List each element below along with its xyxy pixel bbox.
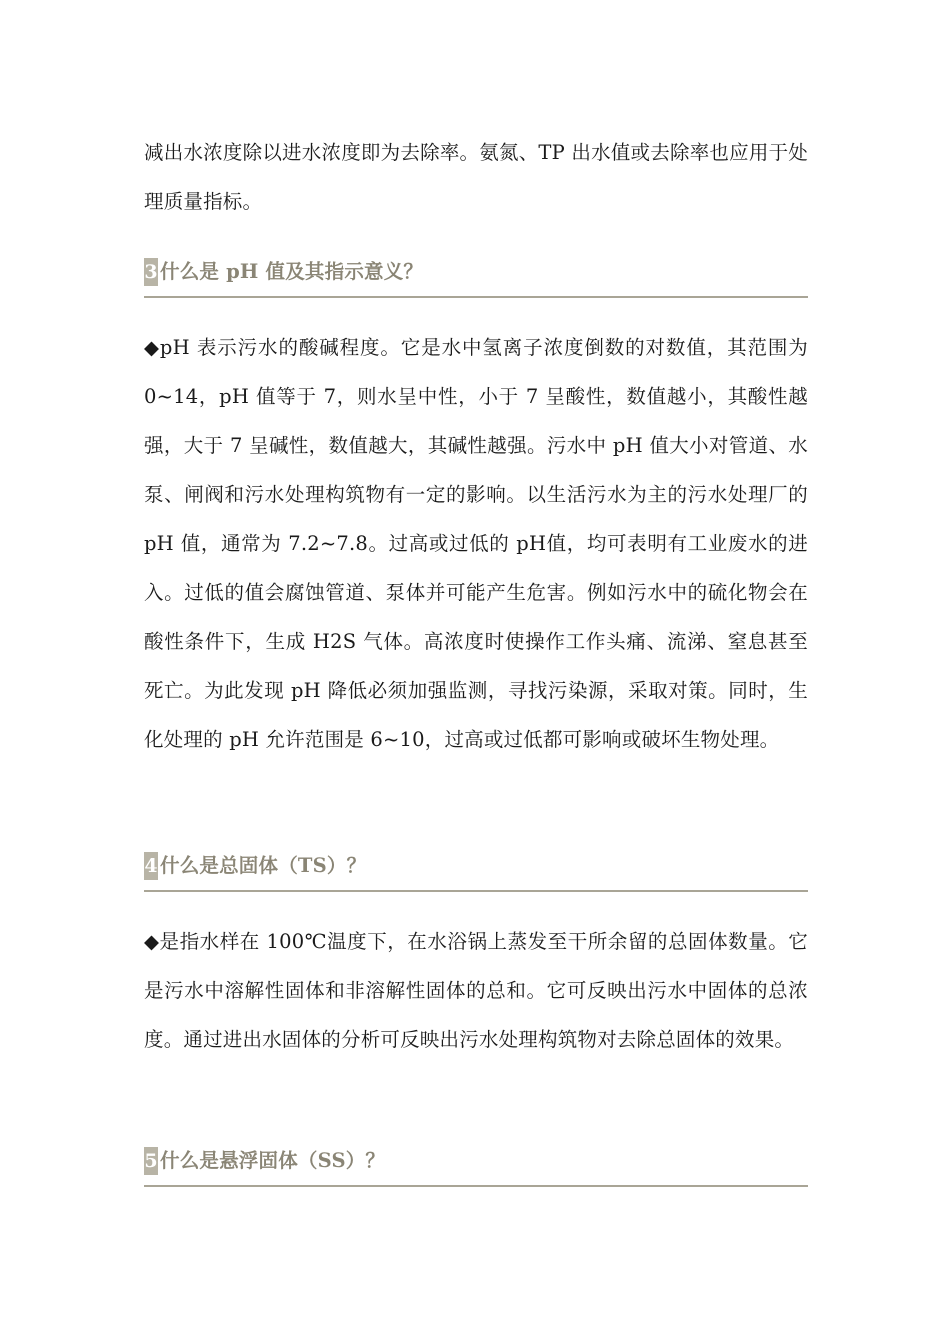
section-title: 什么是 pH 值及其指示意义？ xyxy=(160,260,424,283)
paragraph-ph: ◆pH 表示污水的酸碱程度。它是水中氢离子浓度倒数的对数值，其范围为 0~14，pH 值等于 7，则水呈中性，小于 7 呈酸性，数值越小，其酸性越强，大于 7 呈碱性，数值越大，其碱性越强。污水中 pH 值大小对管道、水泵、闸阀和污水处理构筑物有一定的影响。以生活污水为主的污水处理厂的 pH 值，通常为 7.2~7.8。过高或过低的 pH值，均可表明有工业废水的进入。过低的值会腐蚀管道、泵体并可能产生危害。例如污水中的硫化物会在酸性条件下，生成 H2S 气体。高浓度时使操作工作头痛、流涕、窒息甚至死亡。为此发现 pH 降低必须加强监测，寻找污染源，采取对策。同时，生化处理的 pH 允许范围是 6~10，过高或过低都可影响或破坏生物处理。 xyxy=(144,336,808,751)
section-heading-ss xyxy=(144,1145,808,1187)
section-heading-ph xyxy=(144,256,808,298)
paragraph-ts: ◆是指水样在 100℃温度下，在水浴锅上蒸发至干所余留的总固体数量。它是污水中溶解性固体和非溶解性固体的总和。它可反映出污水中固体的总浓度。通过进出水固体的分析可反映出污水处理构筑物对去除总固体的效果。 xyxy=(144,930,808,1051)
section-number: 5 xyxy=(144,1147,158,1175)
paragraph-removal-rate: 减出水浓度除以进水浓度即为去除率。氨氮、TP 出水值或去除率也应用于处理质量指标。 xyxy=(144,141,808,213)
section-title: 什么是总固体（TS）？ xyxy=(160,854,367,877)
section-number: 4 xyxy=(144,852,158,880)
section-heading-ts xyxy=(144,850,808,892)
section-number: 3 xyxy=(144,258,158,286)
section-title: 什么是悬浮固体（SS）？ xyxy=(160,1149,386,1172)
